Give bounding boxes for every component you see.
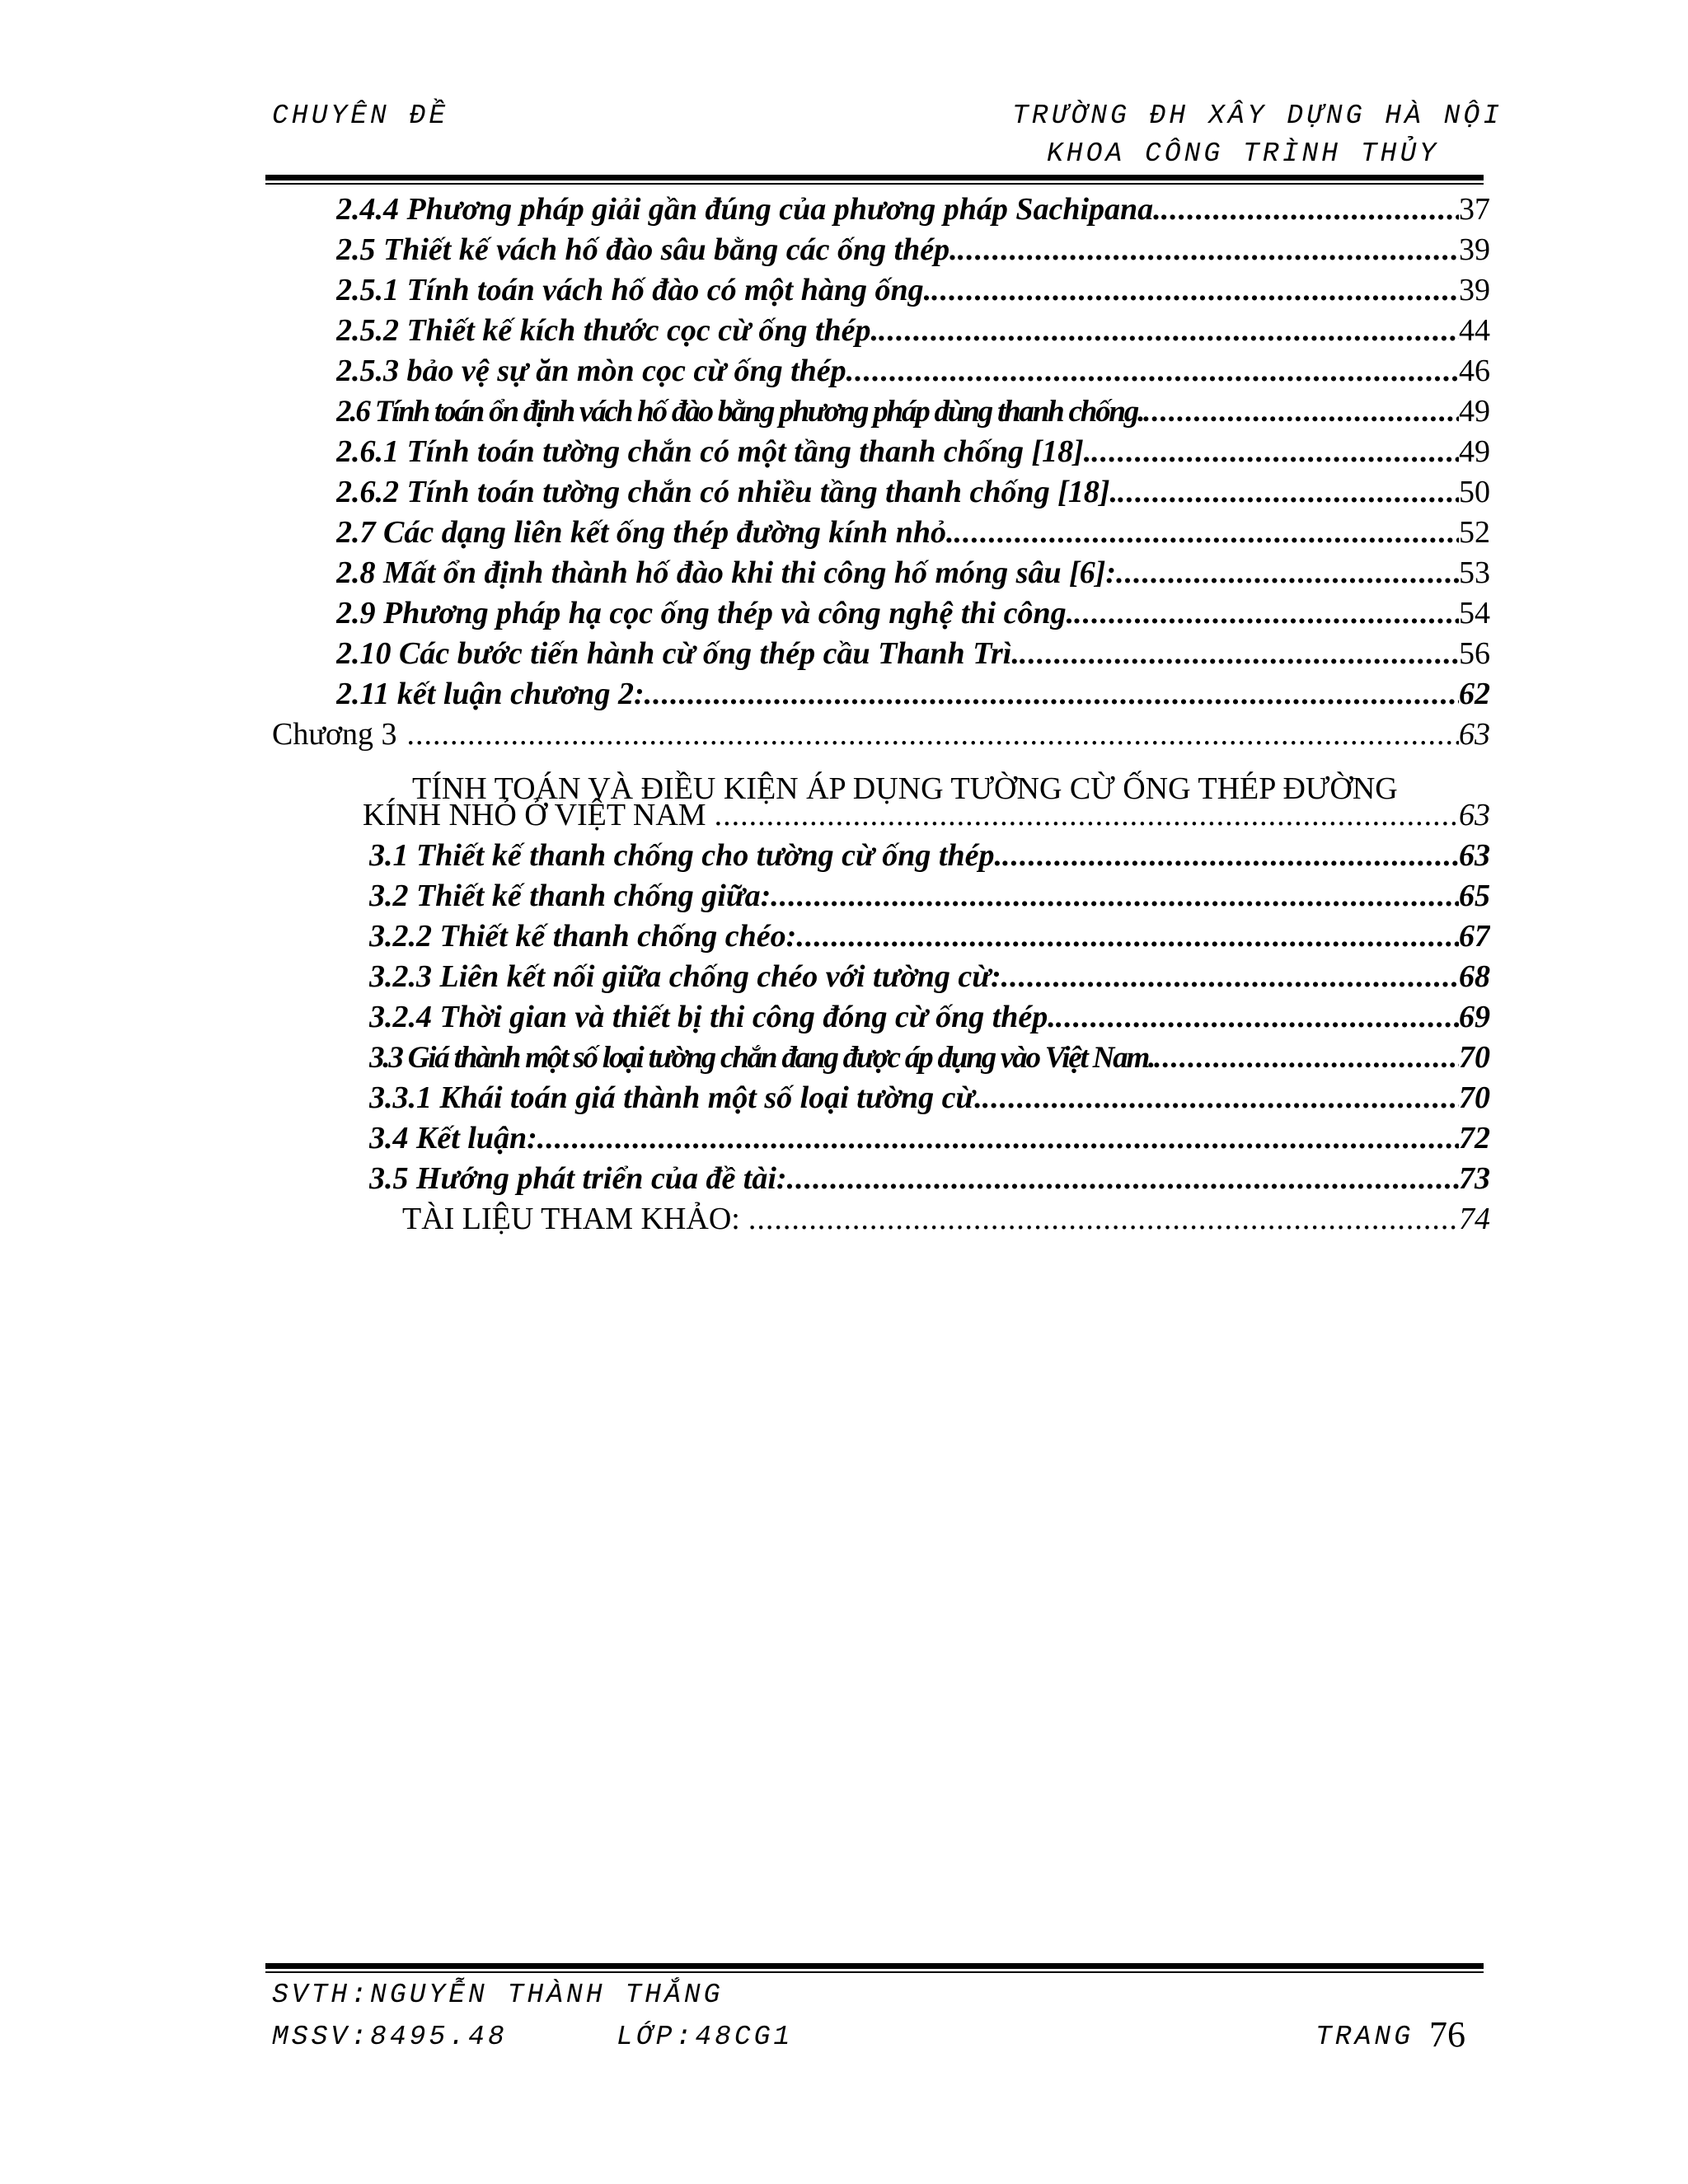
toc-leader — [645, 676, 1459, 712]
toc-entry-page: 37 — [1459, 192, 1490, 227]
toc-entry-text: 2.5 Thiết kế vách hố đào sâu bằng các ống thép. — [336, 232, 958, 267]
toc-entry[interactable] — [336, 232, 1490, 273]
toc-entry[interactable] — [369, 1160, 1490, 1202]
toc-entry[interactable] — [369, 1080, 1490, 1121]
toc-leader — [740, 1201, 1459, 1237]
toc-entry-page: 39 — [1459, 273, 1490, 307]
toc-entry-page: 63 — [1459, 838, 1490, 873]
toc-entry-page: 49 — [1459, 394, 1490, 429]
toc-entry-text: 2.11 kết luận chương 2: — [336, 677, 645, 711]
toc-entry[interactable] — [336, 434, 1490, 475]
toc-entry[interactable] — [336, 353, 1490, 394]
header-rule-thick — [265, 175, 1484, 180]
header-faculty: KHOA CÔNG TRÌNH THỦY — [1047, 138, 1440, 169]
toc-entry-text: 3.2 Thiết kế thanh chống giữa: — [369, 879, 771, 913]
header-left: CHUYÊN ĐỀ — [272, 101, 449, 131]
toc-entry-page: 52 — [1459, 515, 1490, 550]
toc-entry-text: 2.6 Tính toán ổn định vách hố đào bằng phương pháp dùng thanh chống. — [336, 395, 1144, 429]
toc-leader — [787, 1160, 1459, 1197]
toc-entry-text: 3.4 Kết luận: — [369, 1121, 537, 1155]
toc-entry-page: 46 — [1459, 354, 1490, 388]
toc-entry[interactable] — [369, 837, 1490, 879]
toc-entry-page: 65 — [1459, 879, 1490, 913]
toc-entry[interactable] — [369, 958, 1490, 1000]
toc-entry-page: 50 — [1459, 475, 1490, 509]
toc-entry[interactable] — [336, 393, 1490, 434]
toc-entry-text: 3.2.2 Thiết kế thanh chống chéo: — [369, 919, 797, 954]
toc-entry-text: 3.2.3 Liên kết nối giữa chống chéo với tường cừ: — [369, 959, 1001, 994]
toc-leader — [771, 878, 1459, 914]
toc-entry-text: 2.6.2 Tính toán tường chắn có nhiều tầng thanh chống [18]. — [336, 475, 1118, 509]
toc-entry-text: 3.1 Thiết kế thanh chống cho tường cừ ống thép. — [369, 838, 1002, 873]
toc-entry-page: 53 — [1459, 555, 1490, 590]
header-university: TRƯỜNG ĐH XÂY DỰNG HÀ NỘI — [1012, 101, 1503, 131]
toc-entry-page: 67 — [1459, 919, 1490, 954]
toc-entry[interactable] — [336, 514, 1490, 555]
toc-entry-text: 2.5.3 bảo vệ sự ăn mòn cọc cừ ống thép — [336, 354, 846, 388]
toc-entry-page: 70 — [1459, 1040, 1490, 1075]
footer-student-id: MSSV:8495.48 — [272, 2022, 508, 2052]
toc-leader — [982, 1080, 1459, 1116]
toc-entry[interactable] — [369, 878, 1490, 919]
toc-entry-text: 2.5.1 Tính toán vách hố đào có một hàng ống. — [336, 273, 932, 307]
toc-leader — [1001, 958, 1459, 995]
toc-leader — [1143, 394, 1459, 429]
toc-entry-page: 70 — [1459, 1080, 1490, 1115]
toc-entry-text: 2.8 Mất ổn định thành hố đào khi thi công hố móng sâu [6]: — [336, 555, 1117, 590]
toc-entry[interactable] — [336, 272, 1490, 313]
toc-entry[interactable] — [336, 474, 1490, 515]
toc-entry-text: 2.6.1 Tính toán tường chắn có một tầng thanh chống [18]. — [336, 434, 1092, 469]
toc-leader — [846, 353, 1459, 389]
toc-entry-text: 2.9 Phương pháp hạ cọc ống thép và công nghệ thi công. — [336, 596, 1075, 630]
toc-entry-page: 49 — [1459, 434, 1490, 469]
toc-entry-page: 68 — [1459, 959, 1490, 994]
toc-entry-page: 54 — [1459, 596, 1490, 630]
toc-leader — [1116, 555, 1459, 591]
toc-entry[interactable] — [336, 635, 1490, 677]
toc-entry-text: 3.2.4 Thời gian và thiết bị thi công đóng cừ ống thép. — [369, 1000, 1056, 1034]
toc-entry-text: 2.4.4 Phương pháp giải gần đúng của phương pháp Sachipana. — [336, 192, 1161, 227]
toc-entry-text: 2.10 Các bước tiến hành cừ ống thép cầu Thanh Trì. — [336, 636, 1020, 671]
toc-entry-page: 63 — [1459, 798, 1490, 832]
toc-entry[interactable] — [369, 918, 1490, 959]
toc-entry[interactable] — [336, 191, 1490, 232]
toc-leader — [1056, 999, 1459, 1035]
toc-entry[interactable] — [336, 555, 1490, 596]
header-rule-thin — [265, 183, 1484, 185]
toc-entry-text: 2.5.2 Thiết kế kích thước cọc cừ ống thép. — [336, 313, 879, 348]
footer-rule-thin — [265, 1971, 1484, 1973]
toc-entry-text: TÀI LIỆU THAM KHẢO: — [402, 1202, 740, 1236]
toc-entry-page: 73 — [1459, 1161, 1490, 1196]
toc-entry-page: 62 — [1459, 677, 1490, 711]
toc-entry-page: 56 — [1459, 636, 1490, 671]
toc-leader — [1118, 474, 1459, 510]
toc-entry-page: 39 — [1459, 232, 1490, 267]
toc-chapter-title-line1[interactable]: TÍNH TOÁN VÀ ĐIỀU KIỆN ÁP DỤNG TƯỜNG CỪ ỐNG THÉP ĐƯỜNG — [412, 771, 1398, 806]
footer-class: LỚP:48CG1 — [617, 2022, 794, 2052]
toc-references[interactable] — [402, 1201, 1490, 1242]
toc-leader — [397, 716, 1459, 752]
toc-entry[interactable] — [336, 676, 1490, 717]
footer-page-label: TRANG — [1315, 2022, 1414, 2052]
footer-student-name: SVTH:NGUYỄN THÀNH THẮNG — [272, 1980, 724, 2010]
toc-entry-text: 3.5 Hướng phát triển của đề tài: — [369, 1161, 787, 1196]
toc-entry[interactable] — [369, 1039, 1490, 1080]
toc-entry[interactable] — [369, 999, 1490, 1040]
toc-entry[interactable] — [369, 1120, 1490, 1161]
toc-leader — [1002, 837, 1459, 874]
toc-entry-text: 3.3 Giá thành một số loại tường chắn đang được áp dụng vào Việt Nam. — [369, 1041, 1155, 1075]
toc-entry-text: Chương 3 — [272, 717, 397, 752]
toc-chapter[interactable] — [272, 716, 1490, 757]
toc-entry-text: 3.3.1 Khái toán giá thành một số loại tường cừ. — [369, 1080, 982, 1115]
toc-entry[interactable] — [336, 312, 1490, 354]
toc-entry-page: 72 — [1459, 1121, 1490, 1155]
toc-entry-text: 2.7 Các dạng liên kết ống thép đường kính nhỏ. — [336, 515, 954, 550]
footer-page-number: 76 — [1429, 2014, 1465, 2055]
toc-entry-page: 69 — [1459, 1000, 1490, 1034]
toc-entry-page: 74 — [1459, 1202, 1490, 1236]
toc-leader — [537, 1120, 1459, 1156]
toc-leader — [1020, 635, 1459, 672]
toc-leader — [1074, 595, 1459, 631]
toc-leader — [879, 312, 1459, 349]
toc-leader — [954, 514, 1459, 551]
footer-rule-thick — [265, 1963, 1484, 1969]
toc-entry-page: 44 — [1459, 313, 1490, 348]
toc-leader — [1091, 434, 1459, 470]
toc-leader — [1161, 191, 1459, 227]
toc-leader — [796, 918, 1459, 954]
toc-leader — [1154, 1040, 1459, 1076]
toc-leader — [931, 272, 1459, 308]
toc-entry-text: KÍNH NHỎ Ở VIỆT NAM — [363, 798, 706, 832]
toc-entry-page: 63 — [1459, 717, 1490, 752]
toc-leader — [958, 232, 1459, 268]
toc-entry[interactable] — [336, 595, 1490, 636]
